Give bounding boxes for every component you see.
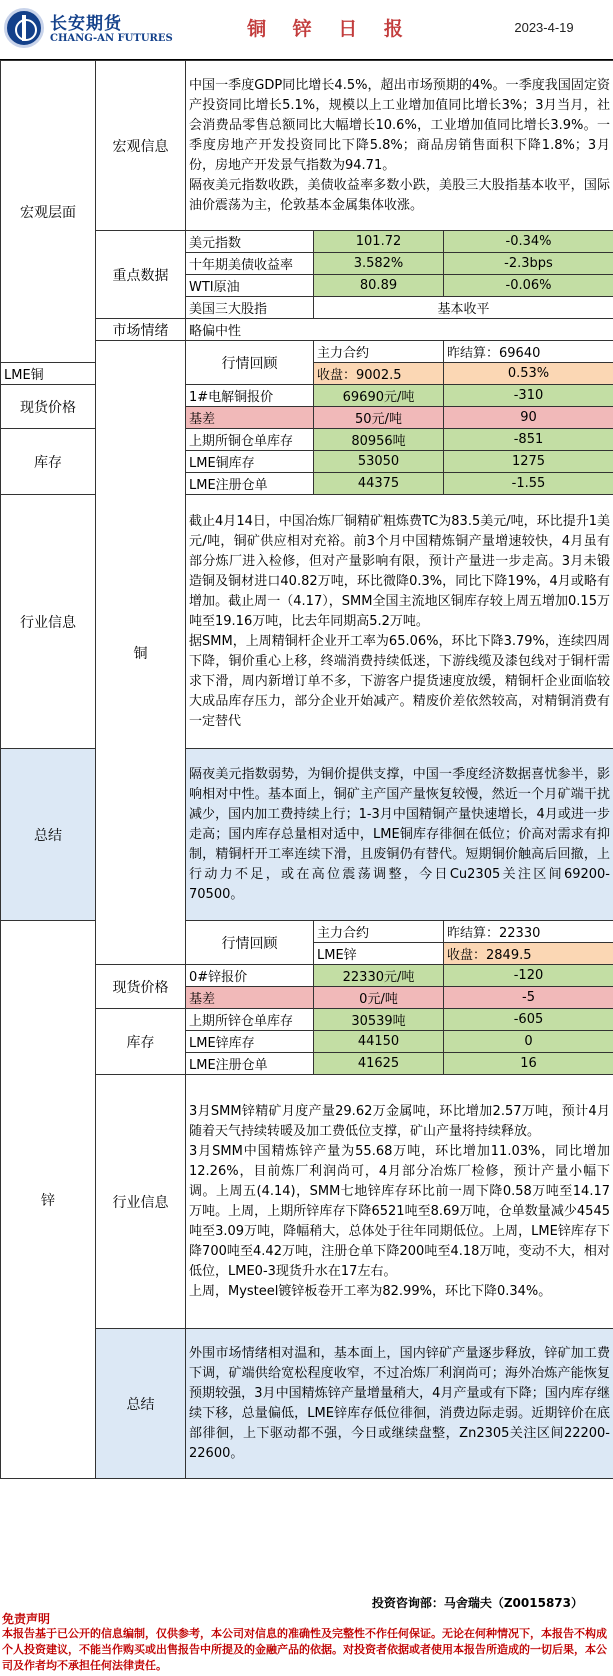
contract-name: 主力合约 <box>314 341 444 363</box>
basis-change: -5 <box>444 987 613 1009</box>
copper-summary-text: 隔夜美元指数弱势，为铜价提供支撑，中国一季度经济数据喜忧参半，影响相对中性。基本面上，铜矿主产国产量恢复较慢，然近一个月矿端干扰减少，国内加工费持续上行；1-3月中国精铜产量快速增长，4月或进一步走高；国内库存总量相对适中，LME铜库存徘徊在低位；价高对需求有抑制，精铜杆开工率连续下滑，且废铜仍有替代。短期铜价触高后回撤，上行动力不足，或在高位震荡调整，今日Cu2305关注区间69200-70500。 <box>186 749 613 921</box>
spot-name: 1#电解铜报价 <box>186 385 314 407</box>
lme-change: 0.53% <box>444 363 613 385</box>
stock-value: 41625 <box>314 1053 444 1075</box>
key-data-label: 重点数据 <box>96 231 186 319</box>
indicator-name: 美元指数 <box>186 231 314 253</box>
stock-change: 0 <box>444 1031 613 1053</box>
lme-name: LME锌 <box>314 943 444 965</box>
copper-summary-label: 总结 <box>1 749 96 921</box>
zinc-contract-row <box>1 921 613 943</box>
zinc-spot-label: 现货价格 <box>96 965 186 1009</box>
disclaimer-title: 免责声明 <box>2 1612 51 1626</box>
sentiment-value: 略偏中性 <box>186 319 613 341</box>
copper-industry-label: 行业信息 <box>1 495 96 749</box>
macro-info-paragraph: 中国一季度GDP同比增长4.5%，超出市场预期的4%。一季度我国固定资产投资同比增长5.1%，规模以上工业增加值同比增长3%；3月当月，社会消费品零售总额同比大幅增长10.6%，工业增加值同比增长3.9%。一季度房地产开发投资同比下降5.8%；商品房销售面积下降1.8%；3月份，房地产开发景气指数为94.71。 <box>189 77 610 173</box>
stock-change: -605 <box>444 1009 613 1031</box>
logo-emblem-icon <box>4 8 44 48</box>
indicator-value: 基本收平 <box>314 297 613 319</box>
report-footer <box>0 1590 613 1676</box>
stock-value: 44150 <box>314 1031 444 1053</box>
spot-change: -120 <box>444 965 613 987</box>
indicator-change: -0.34% <box>444 231 613 253</box>
copper-review-label: 行情回顾 <box>186 341 314 385</box>
zinc-section-label: 锌 <box>1 921 96 1479</box>
stock-name: 上期所铜仓单库存 <box>186 429 314 451</box>
logo-english-name: CHANG-AN FUTURES <box>50 33 173 44</box>
industry-paragraph: 3月SMM中国精炼锌产量为55.68万吨，环比增加11.03%，同比增加12.26%，目前炼厂利润尚可，4月部分冶炼厂检修，预计产量小幅下调。上周五(4.14)，SMM七地锌库存环比前一周下降0.58万吨至14.17万吨。上周，上期所锌库存下降6521吨至8.69万吨，仓单数量减少4545吨至3.09万吨，降幅稍大，总体处于往年同期低位。上周，LME锌库存下降700吨至4.42万吨，注册仓单下降200吨至4.18万吨，变动不大，相对低位，LME0-3现货升水在17左右。 <box>189 1143 610 1279</box>
spot-change: -310 <box>444 385 613 407</box>
indicator-value: 3.582% <box>314 253 444 275</box>
stock-name: LME铜库存 <box>186 451 314 473</box>
zinc-summary-label: 总结 <box>96 1329 186 1479</box>
contract-settle: 昨结算：22330 <box>444 921 613 943</box>
macro-info-row <box>1 61 613 231</box>
indicator-name: WTI原油 <box>186 275 314 297</box>
macro-info-label: 宏观信息 <box>96 61 186 231</box>
basis-change: 90 <box>444 407 613 429</box>
zinc-review-label: 行情回顾 <box>186 921 314 965</box>
stock-name: 上期所锌仓单库存 <box>186 1009 314 1031</box>
copper-spot-label: 现货价格 <box>1 385 96 429</box>
copper-industry-text <box>186 495 613 749</box>
indicator-change: -2.3bps <box>444 253 613 275</box>
indicator-value: 80.89 <box>314 275 444 297</box>
report-title: 铜 锌 日 报 <box>247 18 413 40</box>
stock-value: 44375 <box>314 473 444 495</box>
lme-close: 收盘：2849.5 <box>444 943 613 965</box>
stock-name: LME注册仓单 <box>186 473 314 495</box>
macro-info-text <box>186 61 613 231</box>
stock-change: -851 <box>444 429 613 451</box>
macro-section-label: 宏观层面 <box>1 61 96 363</box>
stock-change: 16 <box>444 1053 613 1075</box>
basis-name: 基差 <box>186 987 314 1009</box>
spot-value: 22330元/吨 <box>314 965 444 987</box>
zinc-stock-label: 库存 <box>96 1009 186 1075</box>
lme-name: LME铜 <box>1 363 96 385</box>
report-header <box>0 0 613 60</box>
stock-change: -1.55 <box>444 473 613 495</box>
indicator-value: 101.72 <box>314 231 444 253</box>
basis-value: 50元/吨 <box>314 407 444 429</box>
copper-spot-row <box>1 385 613 407</box>
industry-paragraph: 上周，Mysteel镀锌板卷开工率为82.99%，环比下降0.34%。 <box>189 1283 552 1299</box>
copper-stock-label: 库存 <box>1 429 96 495</box>
analyst-contact: 投资咨询部：马舍瑞夫（Z0015873） <box>371 1596 583 1610</box>
industry-paragraph: 截止4月14日，中国冶炼厂铜精矿粗炼费TC为83.5美元/吨，环比提升1美元/吨，铜矿供应相对充裕。前3个月中国精炼铜产量增速较快，4月虽有部分炼厂进入检修，但对产量影响有限，预计产量进一步走高。3月未锻造铜及铜材进口40.82万吨，环比微降0.3%，同比下降19%，4月或略有增加。截止周一（4.17），SMM全国主流地区铜库存较上周五增加0.15万吨至19.16万吨，比去年同期高5.2万吨。 <box>189 513 610 629</box>
copper-summary-row <box>1 749 613 921</box>
industry-paragraph: 据SMM，上周精铜杆企业开工率为65.06%，环比下降3.79%，连续四周下降，铜价重心上移，终端消费持续低迷，下游线缆及漆包线对于铜杆需求下滑，周内新增订单不多，下游客户提货速度放缓，精铜杆企业面临较大成品库存压力，部分企业开始减产。精废价差依然较高，对精铜消费有一定替代 <box>189 633 610 729</box>
zinc-industry-text <box>186 1075 613 1329</box>
stock-value: 30539吨 <box>314 1009 444 1031</box>
report-date: 2023-4-19 <box>514 20 574 35</box>
lme-close: 收盘：9002.5 <box>314 363 444 385</box>
zinc-summary-text: 外围市场情绪相对温和，基本面上，国内锌矿产量逐步释放，锌矿加工费下调，矿端供给宽松程度收窄，不过冶炼厂利润尚可；海外冶炼产能恢复预期较强，3月中国精炼锌产量增量稍大，4月产量或有下降；国内库存继续下移，总量偏低，LME锌库存低位徘徊，消费边际走弱。近期锌价在底部徘徊，上下驱动都不强，今日或继续盘整，Zn2305关注区间22200-22600。 <box>186 1329 613 1479</box>
disclaimer-text: 本报告基于已公开的信息编制，仅供参考，本公司对信息的准确性及完整性不作任何保证。无论在何种情况下，本报告不构成个人投资建议，不能当作购买或出售报告中所提及的金融产品的依据。对投资者依据或者使用本报告所造成的一切后果，本公司及作者均不承担任何法律责任。 <box>2 1627 607 1672</box>
indicator-name: 美国三大股指 <box>186 297 314 319</box>
stock-value: 53050 <box>314 451 444 473</box>
contract-settle: 昨结算：69640 <box>444 341 613 363</box>
basis-name: 基差 <box>186 407 314 429</box>
report-table <box>0 60 613 1479</box>
stock-change: 1275 <box>444 451 613 473</box>
copper-stock-row <box>1 429 613 451</box>
spot-name: 0#锌报价 <box>186 965 314 987</box>
basis-value: 0元/吨 <box>314 987 444 1009</box>
stock-name: LME锌库存 <box>186 1031 314 1053</box>
spot-value: 69690元/吨 <box>314 385 444 407</box>
indicator-name: 十年期美债收益率 <box>186 253 314 275</box>
company-logo <box>4 5 173 55</box>
macro-info-paragraph: 隔夜美元指数收跌，美债收益率多数小跌，美股三大股指基本收平，国际油价震荡为主，伦敦基本金属集体收涨。 <box>189 177 610 213</box>
logo-chinese-name: 长安期货 <box>50 14 122 34</box>
indicator-change: -0.06% <box>444 275 613 297</box>
copper-industry-row <box>1 495 613 749</box>
copper-section-label: 铜 <box>96 341 186 965</box>
stock-value: 80956吨 <box>314 429 444 451</box>
contract-name: 主力合约 <box>314 921 444 943</box>
zinc-industry-label: 行业信息 <box>96 1075 186 1329</box>
sentiment-label: 市场情绪 <box>96 319 186 341</box>
industry-paragraph: 3月SMM锌精矿月度产量29.62万金属吨，环比增加2.57万吨，预计4月随着天气持续转暖及加工费低位支撑，矿山产量将持续释放。 <box>189 1103 610 1139</box>
stock-name: LME注册仓单 <box>186 1053 314 1075</box>
